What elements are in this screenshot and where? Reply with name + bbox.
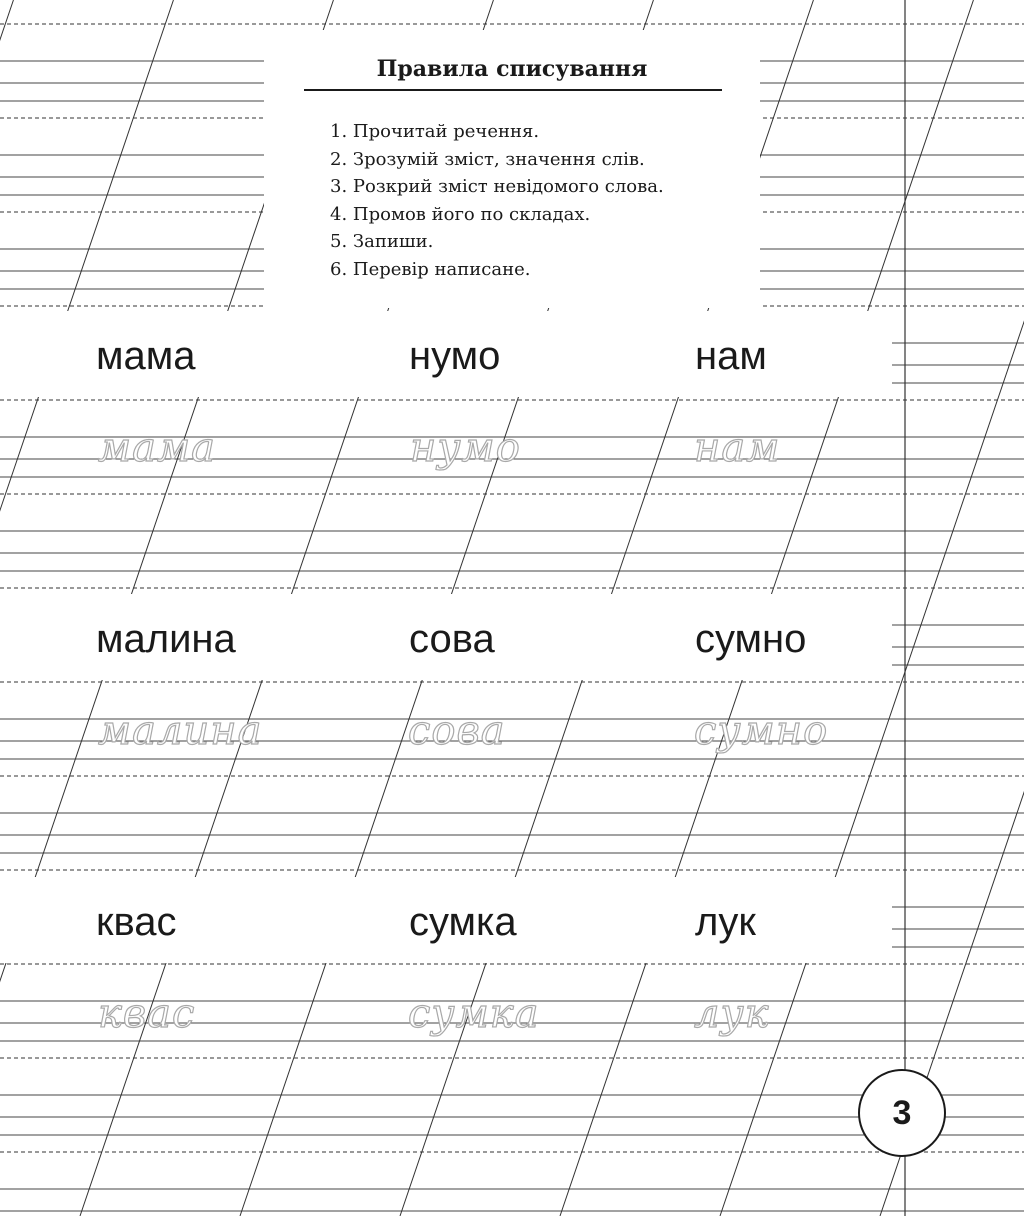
cursive-trace-word: квас: [98, 991, 196, 1037]
printed-word: сумка: [409, 900, 517, 944]
cursive-trace-word: лук: [694, 991, 770, 1037]
rule-item: 4. Промов його по складах.: [330, 203, 591, 225]
cursive-trace-word: мама: [98, 425, 217, 471]
cursive-trace-word: нам: [694, 425, 781, 471]
rules-title: Правила списування: [376, 56, 648, 82]
cursive-trace-word: сумка: [408, 991, 540, 1037]
rules-title-underline: [304, 89, 722, 91]
cursive-trace-word: малина: [98, 708, 263, 754]
rule-item: 2. Зрозумій зміст, значення слів.: [330, 148, 645, 170]
rule-item: 5. Запиши.: [330, 231, 434, 253]
printed-word: сумно: [695, 617, 807, 661]
printed-word: нам: [695, 334, 767, 378]
printed-word: нумо: [409, 334, 501, 378]
page-number-badge: 3: [858, 1069, 946, 1157]
printed-word: сова: [409, 617, 495, 661]
slant-rule: [880, 0, 1024, 1216]
rules-list: [330, 118, 664, 284]
printed-word: мама: [96, 334, 196, 378]
rule-item: 1. Прочитай речення.: [330, 121, 540, 142]
rule-item: 3. Розкрий зміст невідомого слова.: [330, 176, 664, 198]
cursive-trace-word: нумо: [410, 425, 521, 471]
printed-word: малина: [96, 617, 236, 661]
printed-word: лук: [695, 900, 756, 944]
printed-word: квас: [96, 900, 177, 944]
rule-item: 6. Перевір написане.: [330, 258, 531, 280]
cursive-trace-word: сова: [408, 708, 506, 754]
copying-rules-panel: [264, 30, 760, 308]
cursive-trace-word: сумно: [694, 708, 829, 754]
